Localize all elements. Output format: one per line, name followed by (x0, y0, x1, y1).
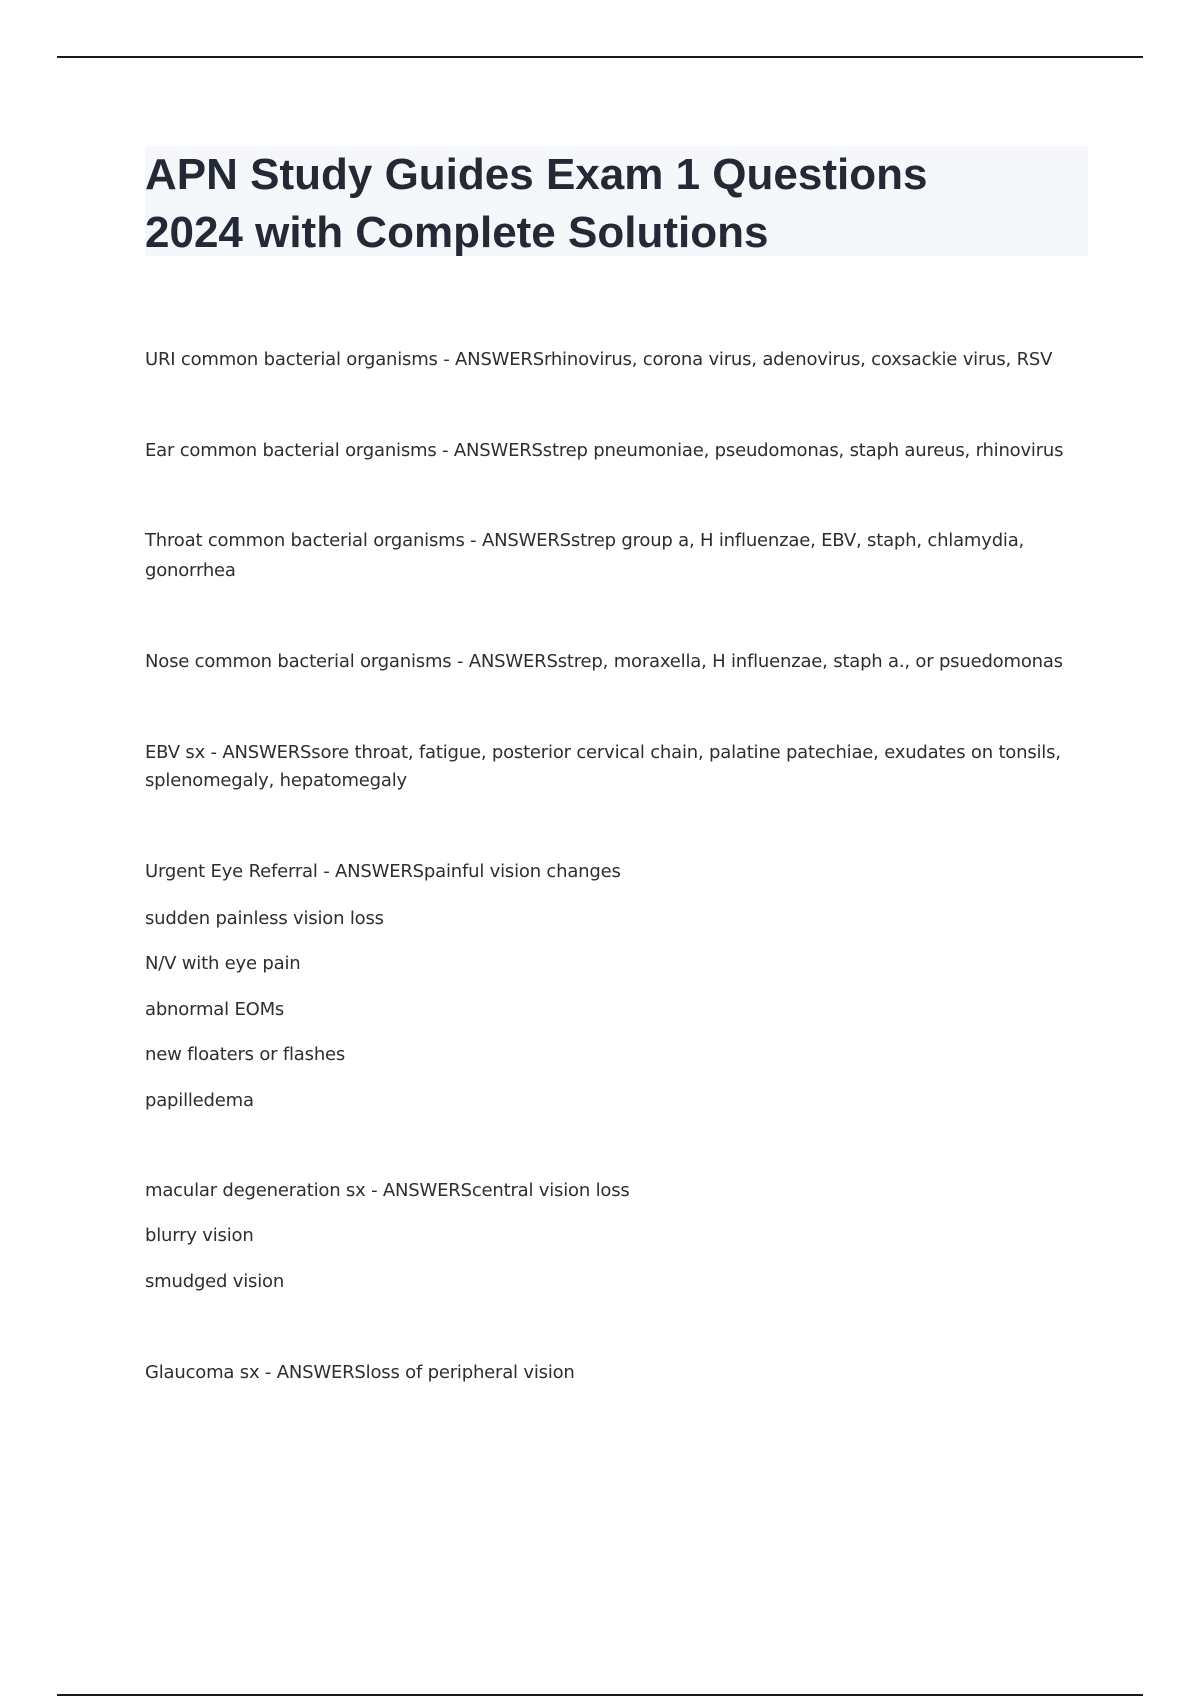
qa-ear-organisms: Ear common bacterial organisms - ANSWERSstrep pneumoniae, pseudomonas, staph aureus, rhinovirus (145, 440, 1064, 461)
bottom-rule (57, 1694, 1143, 1696)
page-title-line-2: 2024 with Complete Solutions (145, 208, 769, 257)
page-title (145, 146, 1088, 262)
qa-urgent-eye-item: N/V with eye pain (145, 953, 301, 974)
qa-ebv-sx: EBV sx - ANSWERSsore throat, fatigue, posterior cervical chain, palatine patechiae, exudates on tonsils, (145, 742, 1061, 763)
qa-glaucoma-sx: Glaucoma sx - ANSWERSloss of peripheral vision (145, 1362, 575, 1383)
qa-nose-organisms: Nose common bacterial organisms - ANSWERSstrep, moraxella, H influenzae, staph a., or psuedomonas (145, 651, 1063, 672)
qa-urgent-eye-item: sudden painless vision loss (145, 908, 384, 929)
qa-ebv-sx-cont: splenomegaly, hepatomegaly (145, 770, 407, 791)
qa-macular-degeneration-sx: macular degeneration sx - ANSWERScentral vision loss (145, 1180, 630, 1201)
top-rule (57, 56, 1143, 58)
qa-throat-organisms: Throat common bacterial organisms - ANSWERSstrep group a, H influenzae, EBV, staph, chlamydia, (145, 530, 1025, 551)
qa-urgent-eye-referral: Urgent Eye Referral - ANSWERSpainful vision changes (145, 861, 621, 882)
qa-throat-organisms-cont: gonorrhea (145, 560, 236, 581)
qa-macular-degeneration-item: blurry vision (145, 1225, 254, 1246)
qa-uri-organisms: URI common bacterial organisms - ANSWERSrhinovirus, corona virus, adenovirus, coxsackie virus, RSV (145, 349, 1053, 370)
title-block (145, 146, 1088, 256)
page-title-line-1: APN Study Guides Exam 1 Questions (145, 150, 928, 199)
qa-urgent-eye-item: papilledema (145, 1090, 254, 1111)
qa-macular-degeneration-item: smudged vision (145, 1271, 285, 1292)
qa-urgent-eye-item: new floaters or flashes (145, 1044, 346, 1065)
qa-urgent-eye-item: abnormal EOMs (145, 999, 285, 1020)
